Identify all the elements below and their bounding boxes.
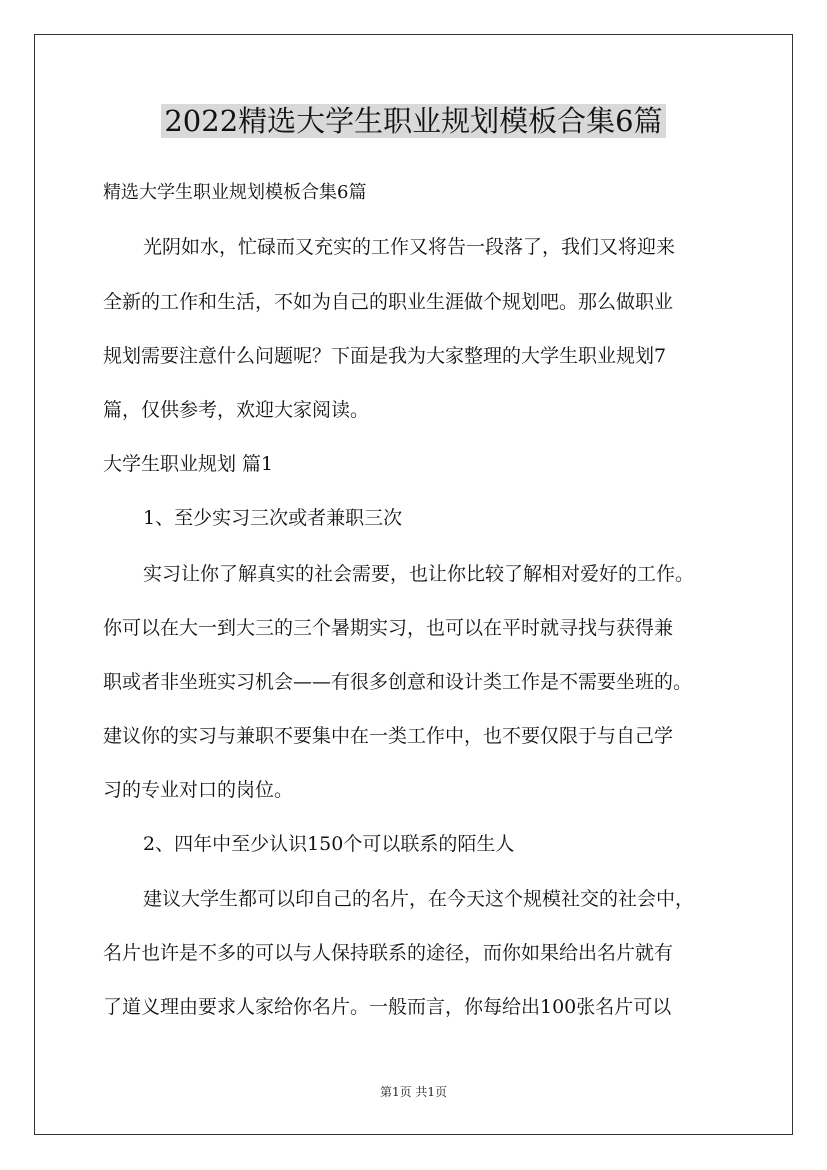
paragraph-line: 习的专业对口的岗位。 xyxy=(103,779,294,801)
paragraph-line: 全新的工作和生活，不如为自己的职业生涯做个规划吧。那么做职业 xyxy=(103,291,674,313)
list-item-heading: 1、至少实习三次或者兼职三次 xyxy=(143,507,403,529)
paragraph-line: 建议大学生都可以印自己的名片，在今天这个规模社交的社会中， xyxy=(143,888,695,910)
document-subtitle: 精选大学生职业规划模板合集6篇 xyxy=(103,182,367,203)
paragraph-line: 篇，仅供参考，欢迎大家阅读。 xyxy=(103,399,370,421)
paragraph-line: 名片也许是不多的可以与人保持联系的途径，而你如果给出名片就有 xyxy=(103,942,674,964)
paragraph-line: 职或者非坐班实习机会——有很多创意和设计类工作是不需要坐班的。 xyxy=(103,671,693,693)
page-number-footer: 第1页 共1页 xyxy=(379,1085,448,1099)
paragraph-line: 光阴如水，忙碌而又充实的工作又将告一段落了，我们又将迎来 xyxy=(143,236,676,258)
paragraph-line: 了道义理由要求人家给你名片。一般而言，你每给出100张名片可以 xyxy=(103,996,672,1018)
paragraph-line: 规划需要注意什么问题呢？下面是我为大家整理的大学生职业规划7 xyxy=(103,345,667,367)
document-title: 2022精选大学生职业规划模板合集6篇 xyxy=(0,100,827,142)
section-heading: 大学生职业规划 篇1 xyxy=(103,453,274,475)
paragraph-line: 建议你的实习与兼职不要集中在一类工作中，也不要仅限于与自己学 xyxy=(103,725,674,747)
list-item-heading: 2、四年中至少认识150个可以联系的陌生人 xyxy=(143,833,515,855)
paragraph-line: 实习让你了解真实的社会需要，也让你比较了解相对爱好的工作。 xyxy=(143,563,695,585)
paragraph-line: 你可以在大一到大三的三个暑期实习，也可以在平时就寻找与获得兼 xyxy=(103,617,674,639)
